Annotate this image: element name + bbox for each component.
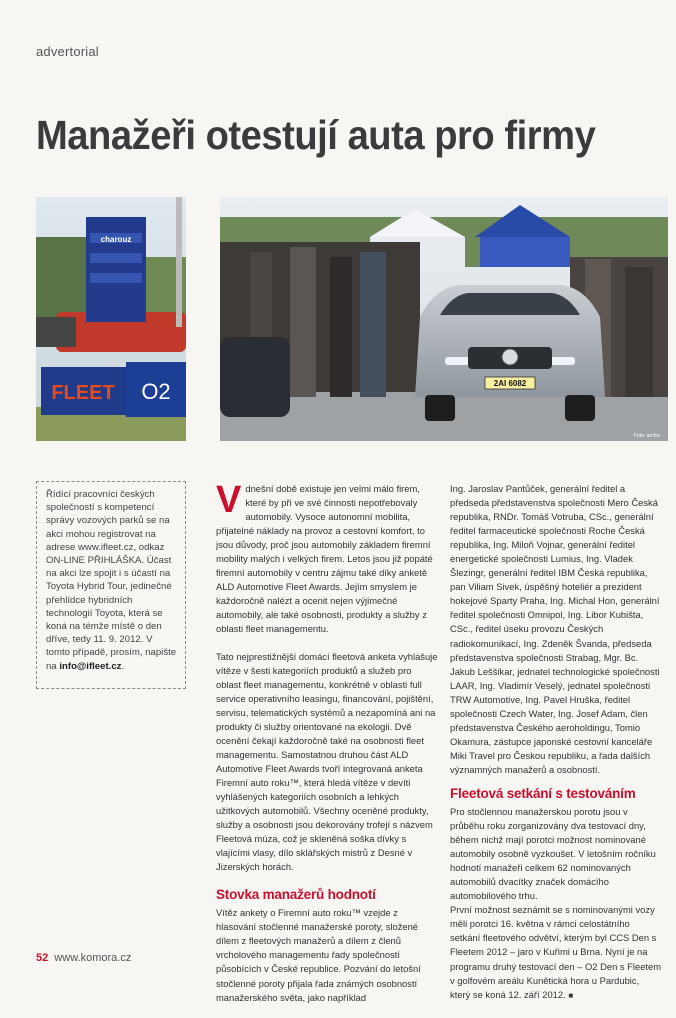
photo-banners (36, 197, 186, 441)
article-column-middle (216, 479, 438, 1018)
dropcap-letter: V (216, 479, 242, 521)
article-column-right (450, 482, 662, 1016)
flag-text: charouz (100, 235, 132, 244)
registration-text: Řídící pracovníci českých společností s kompetencí správy vozových parků se na akci mohou registrovat na adrese www.ifleet.cz, odkaz ON-LINE PŘIHLÁŠKA. Účast na akci lze spojit i s účastí na Toyota Hybrid Tour, jedinečné přehlídce hybridních technologií Toyota, která se koná na témže místě o den dříve, tedy 11. 9. 2012. V tomto případě, prosím, napište na (46, 489, 177, 672)
contact-email-link[interactable]: info@ifleet.cz (59, 660, 122, 672)
section-label: advertorial (36, 44, 99, 59)
paragraph-test-days: Pro stočlennou manažerskou porotu jsou v průběhu roku zorganizovány dva testovací dny, během nichž mají porotci možnost nominované automobily osobně vyzkoušet. V letošním ročníku hodnotí manažeři celkem 62 nominovaných automobilů dvacítky značek domácího automobilového trhu. (450, 805, 656, 902)
end-mark: ■ (568, 990, 574, 1000)
photo-event-car (220, 197, 668, 441)
paragraph-intro (216, 479, 438, 637)
page-footer (36, 952, 131, 964)
paragraph-first-test-text: První možnost seznámit se s nominovanými vozy měli porotci 16. května v rámci celostátního setkání fleetového odvětví, kterým byl CCS Den s Fleetem 2012 – jaro v Kuřimi u Brna. Nyní je na programu druhý testovací den – O2 Den s Fleetem v golfovém areálu Kunětická hora u Pardubic, který se koná 12. září 2012. (450, 904, 662, 1000)
registration-info-box (36, 481, 186, 689)
subheading-managers: Stovka manažerů hodnotí (216, 887, 376, 903)
banner-fleet: FLEET (51, 382, 115, 404)
photo-credit: Foto: archiv (633, 433, 660, 439)
paragraph-jury-members: Ing. Jaroslav Pantůček, generální ředitel a předseda představenstva společnosti Mero Česká republika, RNDr. Tomáš Votruba, CSc., generální ředitel farmaceutické společnosti Roche Česká republika, Ing. Miloň Vojnar, generální ředitel energetické společnosti Lumius, Ing. Vladek Šlezingr, generální ředitel IBM Česká republika, pan Viliam Sivek, úspěšný hoteliér a prezident hokejové Sparty Praha, Ing. Michal Hon, generální ředitel společnosti Omnipol, Ing. Libor Kubišta, CSc., ředitel úseku provozu Českých radiokomunikací, Ing. Zdeněk Švanda, předseda představenstva společnosti Strabag, Mgr. Bc. Jakub Leššikar, jednatel technologické společnosti LAAR, Ing. Vladimír Veselý, jednatel společnosti TRW Automotive, Ing. Pavel Hruška, ředitel společnosti Czech Water, Ing. Josef Adam, člen představenstva Českého aeroholdingu, Tomio Okamura, zástupce japonské cestovní kanceláře Miki Travel pro Českou republiku, a řada dalších významných manažerů a osobností. (450, 483, 660, 775)
banner-o2: O2 (141, 379, 171, 404)
footer-url[interactable]: www.komora.cz (54, 952, 132, 964)
paragraph-jury: Vítěz ankety o Firemní auto roku™ vzejde z hlasování stočlenné manažerské poroty, složené dílem z fleetových manažerů a dílem z členů vrcholového managementu řady společností působících v České republice. Pozvání do letošní stočlenné poroty přijala řada známých osobností manažerského světa, jako například (216, 907, 421, 1003)
paragraph-intro-text: dnešní době existuje jen velmi málo firem, které by při ve své činnosti nepotřebovaly automobily. Vysoce autonomní mobilita, přijatelné náklady na provoz a cestovní komfort, to jsou důvody, proč jsou automobily základem firemní mobility malých i velkých firem. Letos jsou již popáté firemní automobily v centru zájmu také díky anketě ALD Automotive Fleet Awards. Jejím smyslem je každoročně nalézt a ocenit nejen výjimečné automobily, ale také osobnosti, produkty a služby z oblasti fleet managementu. (216, 483, 433, 635)
article-headline: Manažeři otestují auta pro firmy (36, 112, 596, 158)
paragraph-first-test (450, 903, 662, 1002)
subheading-testing: Fleetová setkání s testováním (450, 785, 636, 801)
license-plate: 2AI 6082 (493, 379, 527, 388)
paragraph-survey: Tato nejprestižnější domácí fleetová anketa vyhlašuje vítěze v šesti kategoriích produktů a služeb pro oblast fleet managementu, konkrétně v oblasti full service operativního leasingu, financování, pojištění, servisu, telematických systémů a nezapomíná ani na produkty či služby orientované na ekologii. Dvě ocenění čekají každoročně také na osobnosti fleet managementu. Samostatnou druhou část ALD Automotive Fleet Awards tvoří integrovaná anketa Firemní auto roku™, která hledá vítěze v devíti vyhlášených kategoriích osobních a lehkých užitkových automobilů. Všechny oceněné produkty, služby a osobnosti jsou dekorovány trofejí s názvem Fleetová múza, což je skleněná soška dívky s vlajícími vlasy, dílo sklářských mistrů z Desné v Jizerských horách. (216, 650, 438, 873)
registration-end: . (121, 660, 125, 672)
page-number: 52 (36, 952, 49, 964)
